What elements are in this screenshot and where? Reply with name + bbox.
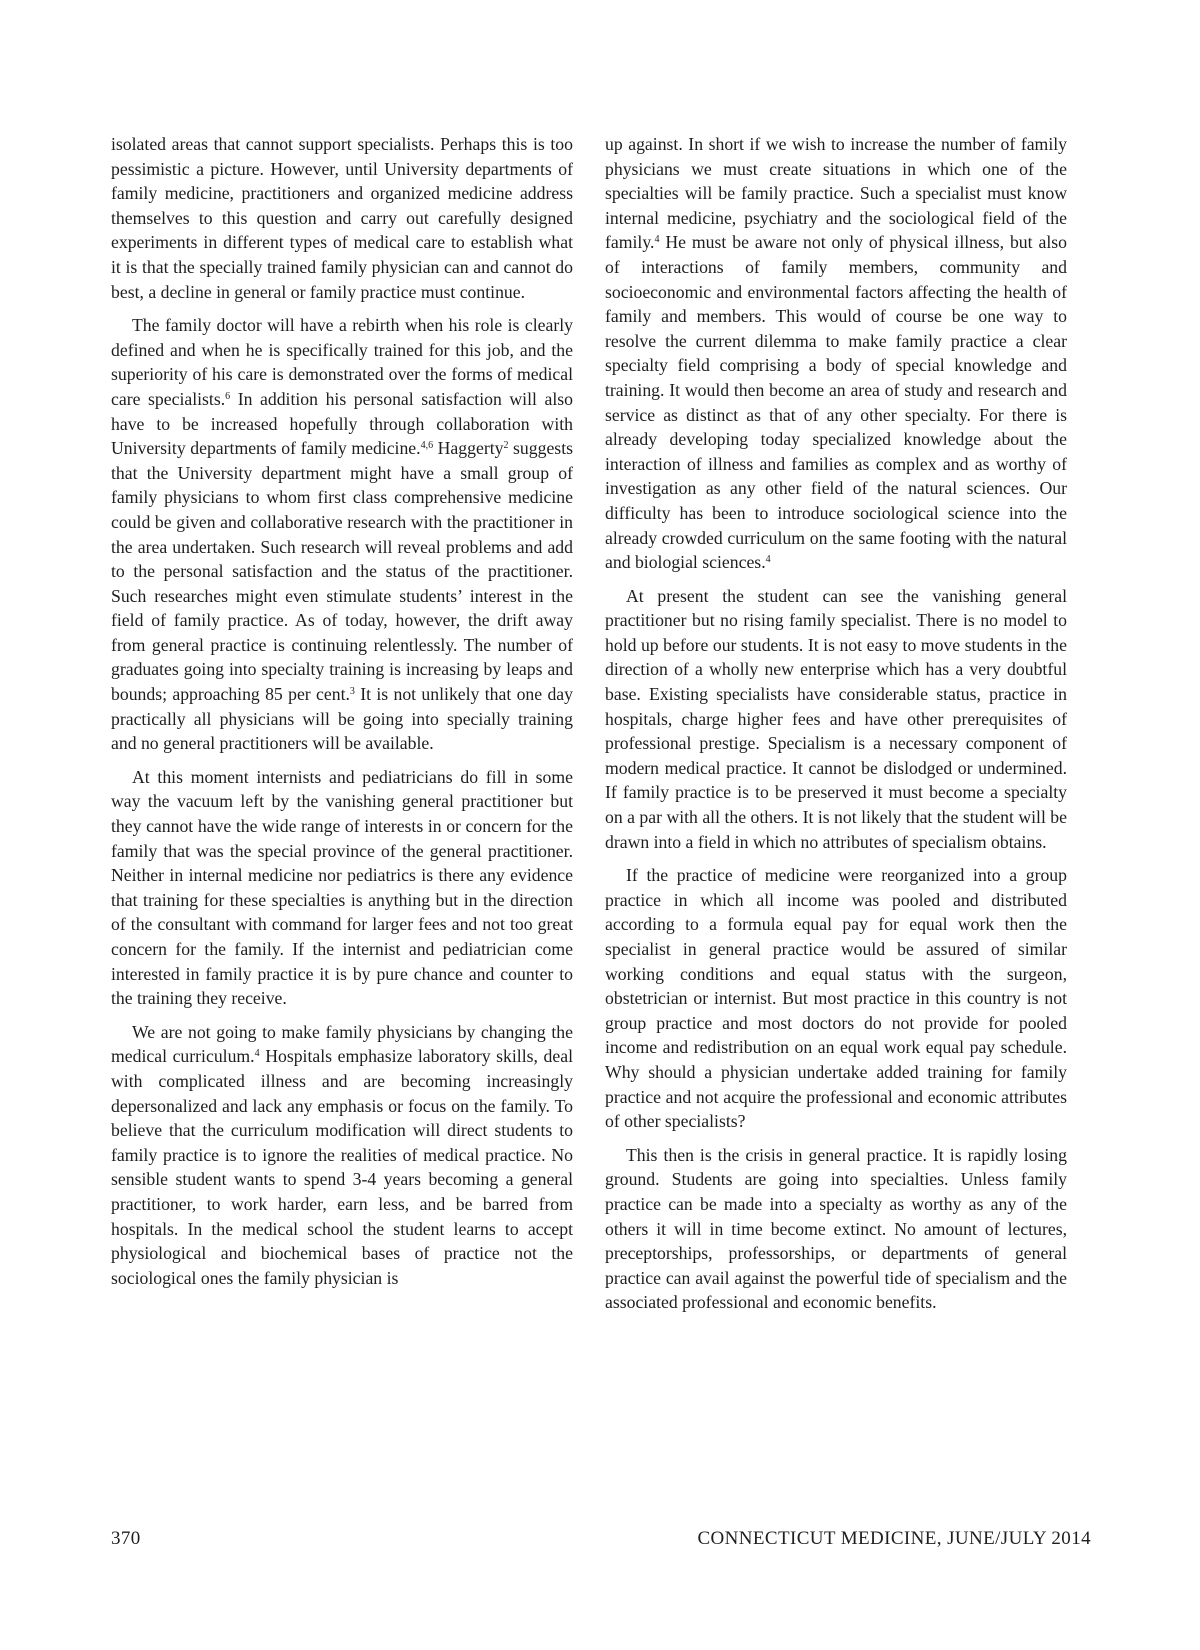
right-paragraph-4: This then is the crisis in general practice. It is rapidly losing ground. Students are going into specialties. Unless family practice can be made into a specialty as worthy as any of the others it will in time become extinct. No amount of lectures, preceptorships, professorships, or departments of general practice can avail against the powerful tide of specialism and the associated professional and economic benefits. [605,1144,1067,1313]
right-paragraph-3: If the practice of medicine were reorganized into a group practice in which all income was pooled and distributed according to a formula equal pay for equal work then the specialist in general practice would be assured of similar working conditions and equal status with the surgeon, obstetrician or internist. But most practice in this country is not group practice and most doctors do not provide for pooled income and redistribution on an equal work equal pay schedule. Why should a physician undertake added training for family practice and not acquire the professional and economic attributes of other specialists? [605,865,1067,1132]
footnote-ref: 2 [503,440,509,452]
right-paragraph-1: up against. In short if we wish to increase the number of family physicians we must create situations in which one of the specialties will be family practice. Such a specialist must know internal medicine, psychiatry and the sociological field of the family.$^4$ He must be aware not only of physical illness, but also of interactions of family members, community and socioeconomic and environmental factors affecting the health of family and members. This would of course be one way to resolve the current dilemma to make family practice a clear specialty field comprising a body of special knowledge and training. It would then become an area of study and research and service as distinct as that of any other specialty. For there is already developing today specialized knowledge about the interaction of illness and families as complex and as worthy of investigation as any other field of the natural sciences. Our difficulty has been to introduce sociological science into the already crowded curriculum on the same footing with the natural and biologial sciences.$^4$ [605,134,1067,573]
left-paragraph-2: The family doctor will have a rebirth when his role is clearly defined and when he is specifically trained for this job, and the superiority of his care is demonstrated over the forms of medical care specialists.$^6$ In addition his personal satisfaction will also have to be increased hopefully through collaboration with University departments of family medicine.$^{4,6}$ Haggerty$^2$ suggests that the University department might have a small group of family physicians to whom first class comprehensive medicine could be given and collaborative research with the practitioner in the area undertaken. Such research will reveal problems and add to the personal satisfaction and the status of the practitioner. Such researches might even stimulate students’ interest in the field of family practice. As of today, however, the drift away from general practice is continuing relentlessly. The number of graduates going into specialty training is increasing by leaps and bounds; approaching 85 per cent.$^3$ It is not unlikely that one day practically all physicians will be going into specially training and no general practitioners will be available. [111,315,573,754]
journal-title: CONNECTICUT MEDICINE, JUNE/JULY 2014 [697,1528,1091,1549]
footnote-ref: 4 [765,554,771,566]
footnote-ref: 3 [349,686,355,698]
footnote-ref: 4 [254,1048,260,1060]
left-column [111,132,573,1299]
right-paragraph-2: At present the student can see the vanishing general practitioner but no rising family specialist. There is no model to hold up before our students. It is not easy to move students in the direction of a wholly new enterprise which has a very doubtful base. Existing specialists have considerable status, practice in hospitals, charge higher fees and have other prerequisites of professional prestige. Specialism is a necessary component of modern medical practice. It cannot be dislodged or undermined. If family practice is to be preserved it must become a specialty on a par with all the others. It is not likely that the student will be drawn into a field in which no attributes of specialism obtains. [605,585,1067,852]
footnote-ref: 6 [225,390,231,402]
footnote-ref: 4 [654,234,660,246]
left-paragraph-3: At this moment internists and pediatricians do fill in some way the vacuum left by the vanishing general practitioner but they cannot have the wide range of interests in or concern for the family that was the special province of the general practitioner. Neither in internal medicine nor pediatrics is there any evidence that training for these specialties is anything but in the direction of the consultant with command for larger fees and not too great concern for the family. If the internist and pediatrician come interested in family practice it is by pure chance and counter to the training they receive. [111,766,573,1009]
footnote-ref: 4,6 [420,440,434,452]
left-paragraph-1: isolated areas that cannot support specialists. Perhaps this is too pessimistic a picture. However, until University departments of family medicine, practitioners and organized medicine address themselves to this question and carry out carefully designed experiments in different types of medical care to establish what it is that the specially trained family physician can and cannot do best, a decline in general or family practice must continue. [111,134,573,302]
page-number: 370 [111,1528,141,1549]
left-paragraph-4: We are not going to make family physicians by changing the medical curriculum.$^4$ Hospitals emphasize laboratory skills, deal with complicated illness and are becoming increasingly depersonalized and lack any emphasis or focus on the family. To believe that the curriculum modification will direct students to family practice is to ignore the realities of medical practice. No sensible student wants to spend 3-4 years becoming a general practitioner, to work harder, earn less, and be barred from hospitals. In the medical school the student learns to accept physiological and biochemical bases of practice not the sociological ones the family physician is [111,1021,573,1288]
right-column [605,132,1067,1324]
